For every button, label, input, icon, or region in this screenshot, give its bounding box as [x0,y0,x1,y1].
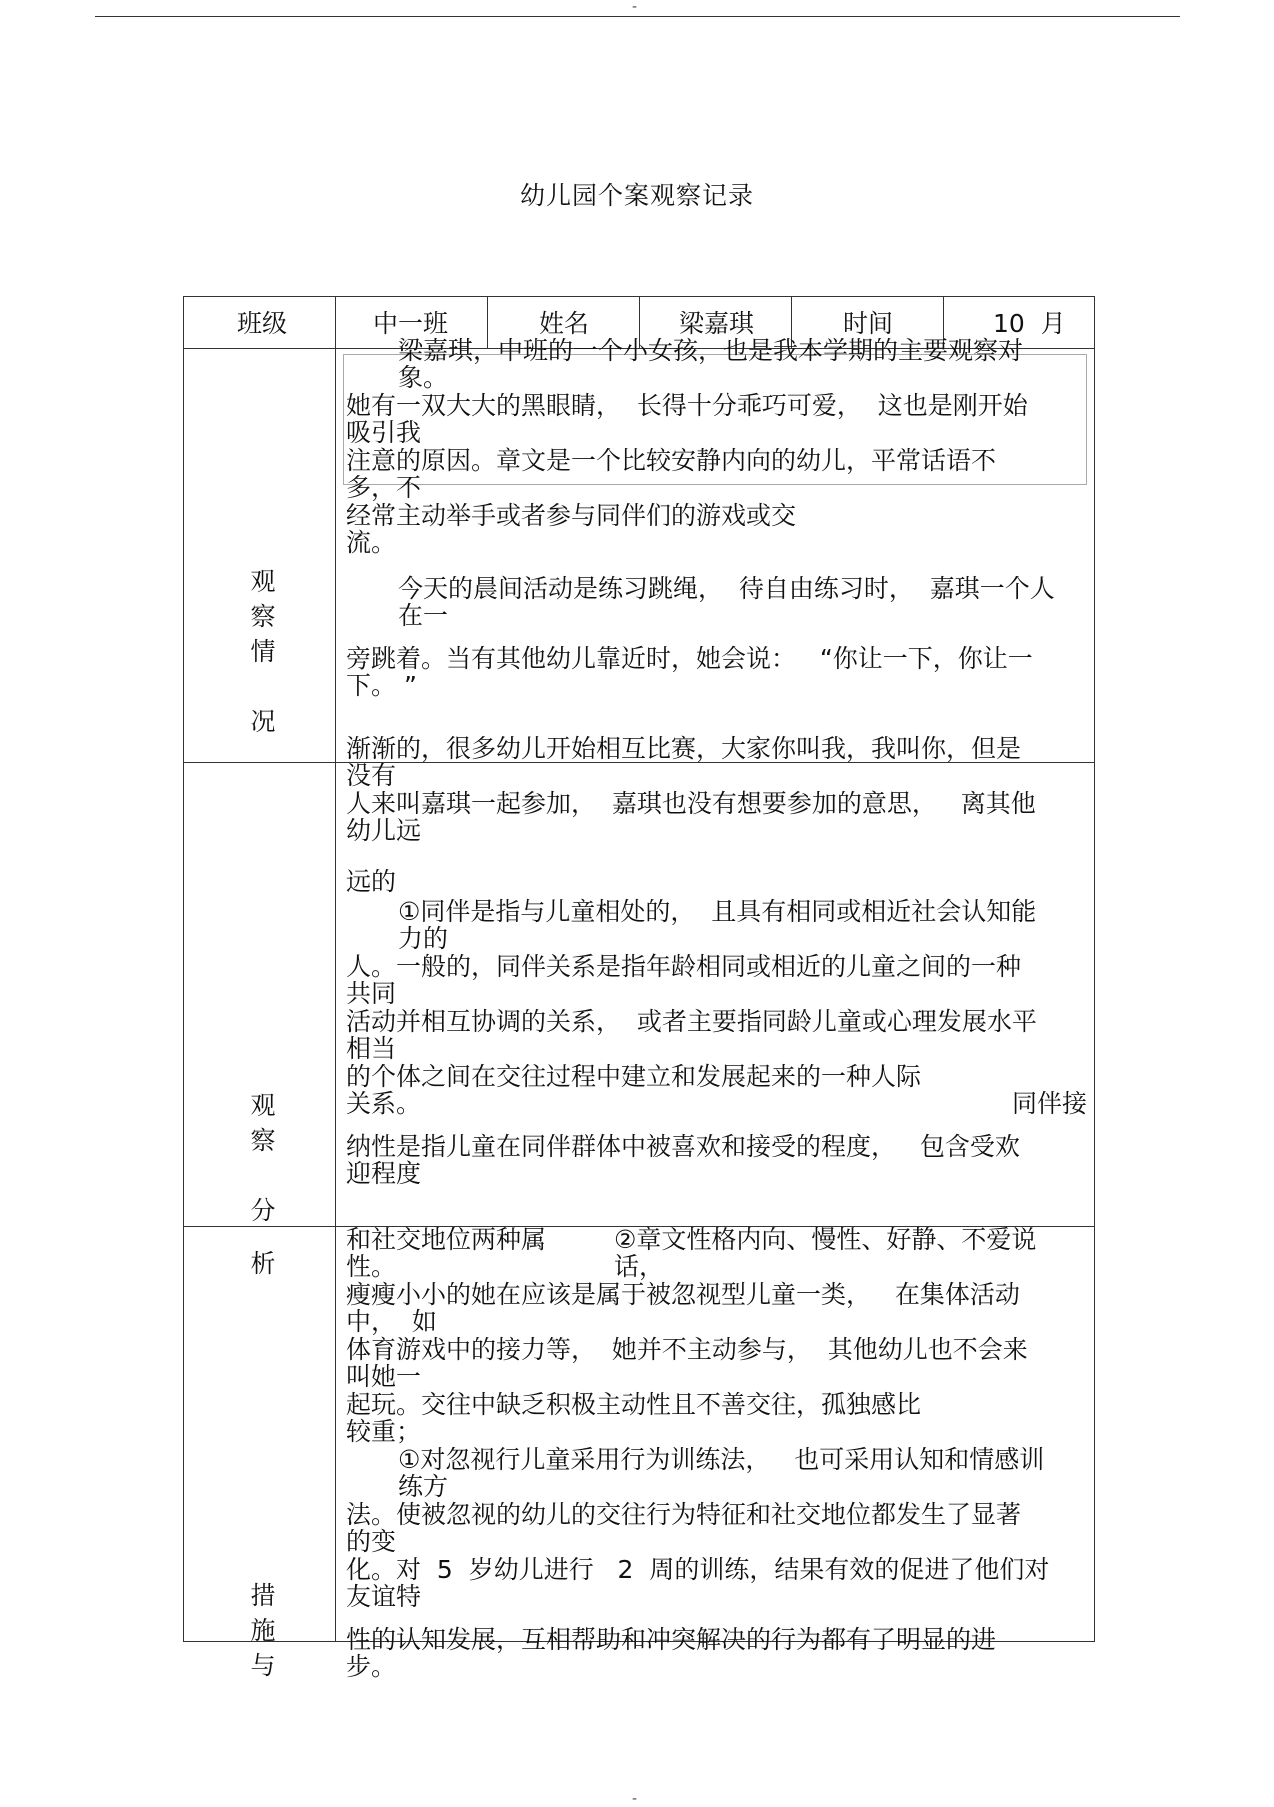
text-line: 较重； [346,1417,422,1446]
time-label: 时间 [843,309,894,338]
text-line: 相当 [346,1034,397,1063]
text-line: 象。 [398,363,449,392]
text-line: 性。 [346,1252,397,1281]
text-line: 流。 [346,528,397,557]
text-line: 瘦瘦小小的她在应该是属于被忽视型儿童一类， 在集体活动 [346,1280,1020,1309]
text-line: ①对忽视行儿童采用行为训练法， 也可采用认知和情感训 [398,1445,1045,1474]
text-line: 注意的原因。章文是一个比较安静内向的幼儿，平常话语不 [346,446,997,475]
text-line: 和社交地位两种属 [346,1225,547,1254]
text-line: 话， [614,1252,665,1281]
side-label-measures: 与 [250,1651,276,1680]
text-line: 迎程度 [346,1159,422,1188]
label-column-divider [335,296,336,1641]
table-border-left [183,296,184,1641]
side-label-measures: 施 [250,1616,276,1645]
text-line: 体育游戏中的接力等， 她并不主动参与， 其他幼儿也不会来 [346,1335,1028,1364]
text-line: 步。 [346,1652,397,1681]
text-line: 下。 ” [346,671,417,700]
side-label-analysis: 析 [250,1249,276,1278]
inner-box-left [343,354,344,484]
text-line: 纳性是指儿童在同伴群体中被喜欢和接受的程度， 包含受欢 [346,1132,1020,1161]
name-value: 梁嘉琪 [679,309,755,338]
text-line: 性的认知发展，互相帮助和冲突解决的行为都有了明显的进 [346,1625,997,1654]
text-line: 同伴接 [1012,1089,1088,1118]
text-line: ②章文性格内向、慢性、好静、不爱说 [614,1225,1037,1254]
text-line: 练方 [398,1472,449,1501]
text-line: 人。一般的，同伴关系是指年龄相同或相近的儿童之间的一种 [346,952,1022,981]
name-label: 姓名 [539,309,590,338]
text-line: 化。对 5 岁幼儿进行 2 周的训练，结果有效的促进了他们对 [346,1555,1050,1584]
footer-dash: - [632,1791,638,1807]
text-line: 活动并相互协调的关系， 或者主要指同龄儿童或心理发展水平 [346,1007,1037,1036]
side-label-observation: 况 [250,707,276,736]
text-line: 渐渐的，很多幼儿开始相互比赛，大家你叫我，我叫你，但是 [346,734,1022,763]
text-line: 旁跳着。当有其他幼儿靠近时，她会说： “你让一下，你让一 [346,644,1033,673]
side-label-observation: 观 [250,567,276,596]
side-label-analysis: 分 [250,1196,276,1225]
text-line: ①同伴是指与儿童相处的， 且具有相同或相近社会认知能 [398,897,1037,926]
text-line: 她有一双大大的黑眼睛， 长得十分乖巧可爱， 这也是刚开始 [346,391,1028,420]
class-label: 班级 [237,309,288,338]
table-border-right [1094,296,1095,1641]
text-line: 多，不 [346,473,422,502]
text-line: 幼儿远 [346,816,422,845]
text-line: 今天的晨间活动是练习跳绳， 待自由练习时， 嘉琪一个人 [398,574,1055,603]
text-line: 没有 [346,761,397,790]
text-line: 关系。 [346,1089,422,1118]
text-line: 吸引我 [346,418,422,447]
text-line: 的变 [346,1527,397,1556]
page-title: 幼儿园个案观察记录 [519,181,754,210]
text-line: 人来叫嘉琪一起参加， 嘉琪也没有想要参加的意思， 离其他 [346,789,1036,818]
text-line: 梁嘉琪，中班的一个小女孩，也是我本学期的主要观察对 [398,336,1024,365]
side-label-analysis: 察 [250,1126,276,1155]
class-value: 中一班 [373,309,449,338]
inner-box-bottom [343,484,1087,485]
text-line: 经常主动举手或者参与同伴们的游戏或交 [346,501,797,530]
time-value: 10 月 [993,309,1066,338]
side-label-measures: 措 [250,1581,276,1610]
text-line: 力的 [398,924,449,953]
text-line: 中， 如 [346,1307,437,1336]
text-line: 共同 [346,979,397,1008]
header-rule [95,16,1180,17]
side-label-observation: 情 [250,637,276,666]
text-line: 在一 [398,601,449,630]
text-line: 友谊特 [346,1582,422,1611]
text-line: 远的 [346,867,397,896]
side-label-observation: 察 [250,602,276,631]
text-line: 法。使被忽视的幼儿的交往行为特征和社交地位都发生了显著 [346,1500,1022,1529]
side-label-analysis: 观 [250,1091,276,1120]
header-dash: - [632,0,638,15]
table-border-top [183,296,1095,297]
text-line: 的个体之间在交往过程中建立和发展起来的一种人际 [346,1062,922,1091]
text-line: 起玩。交往中缺乏积极主动性且不善交往，孤独感比 [346,1390,922,1419]
inner-box-right [1086,354,1087,484]
text-line: 叫她一 [346,1362,422,1391]
